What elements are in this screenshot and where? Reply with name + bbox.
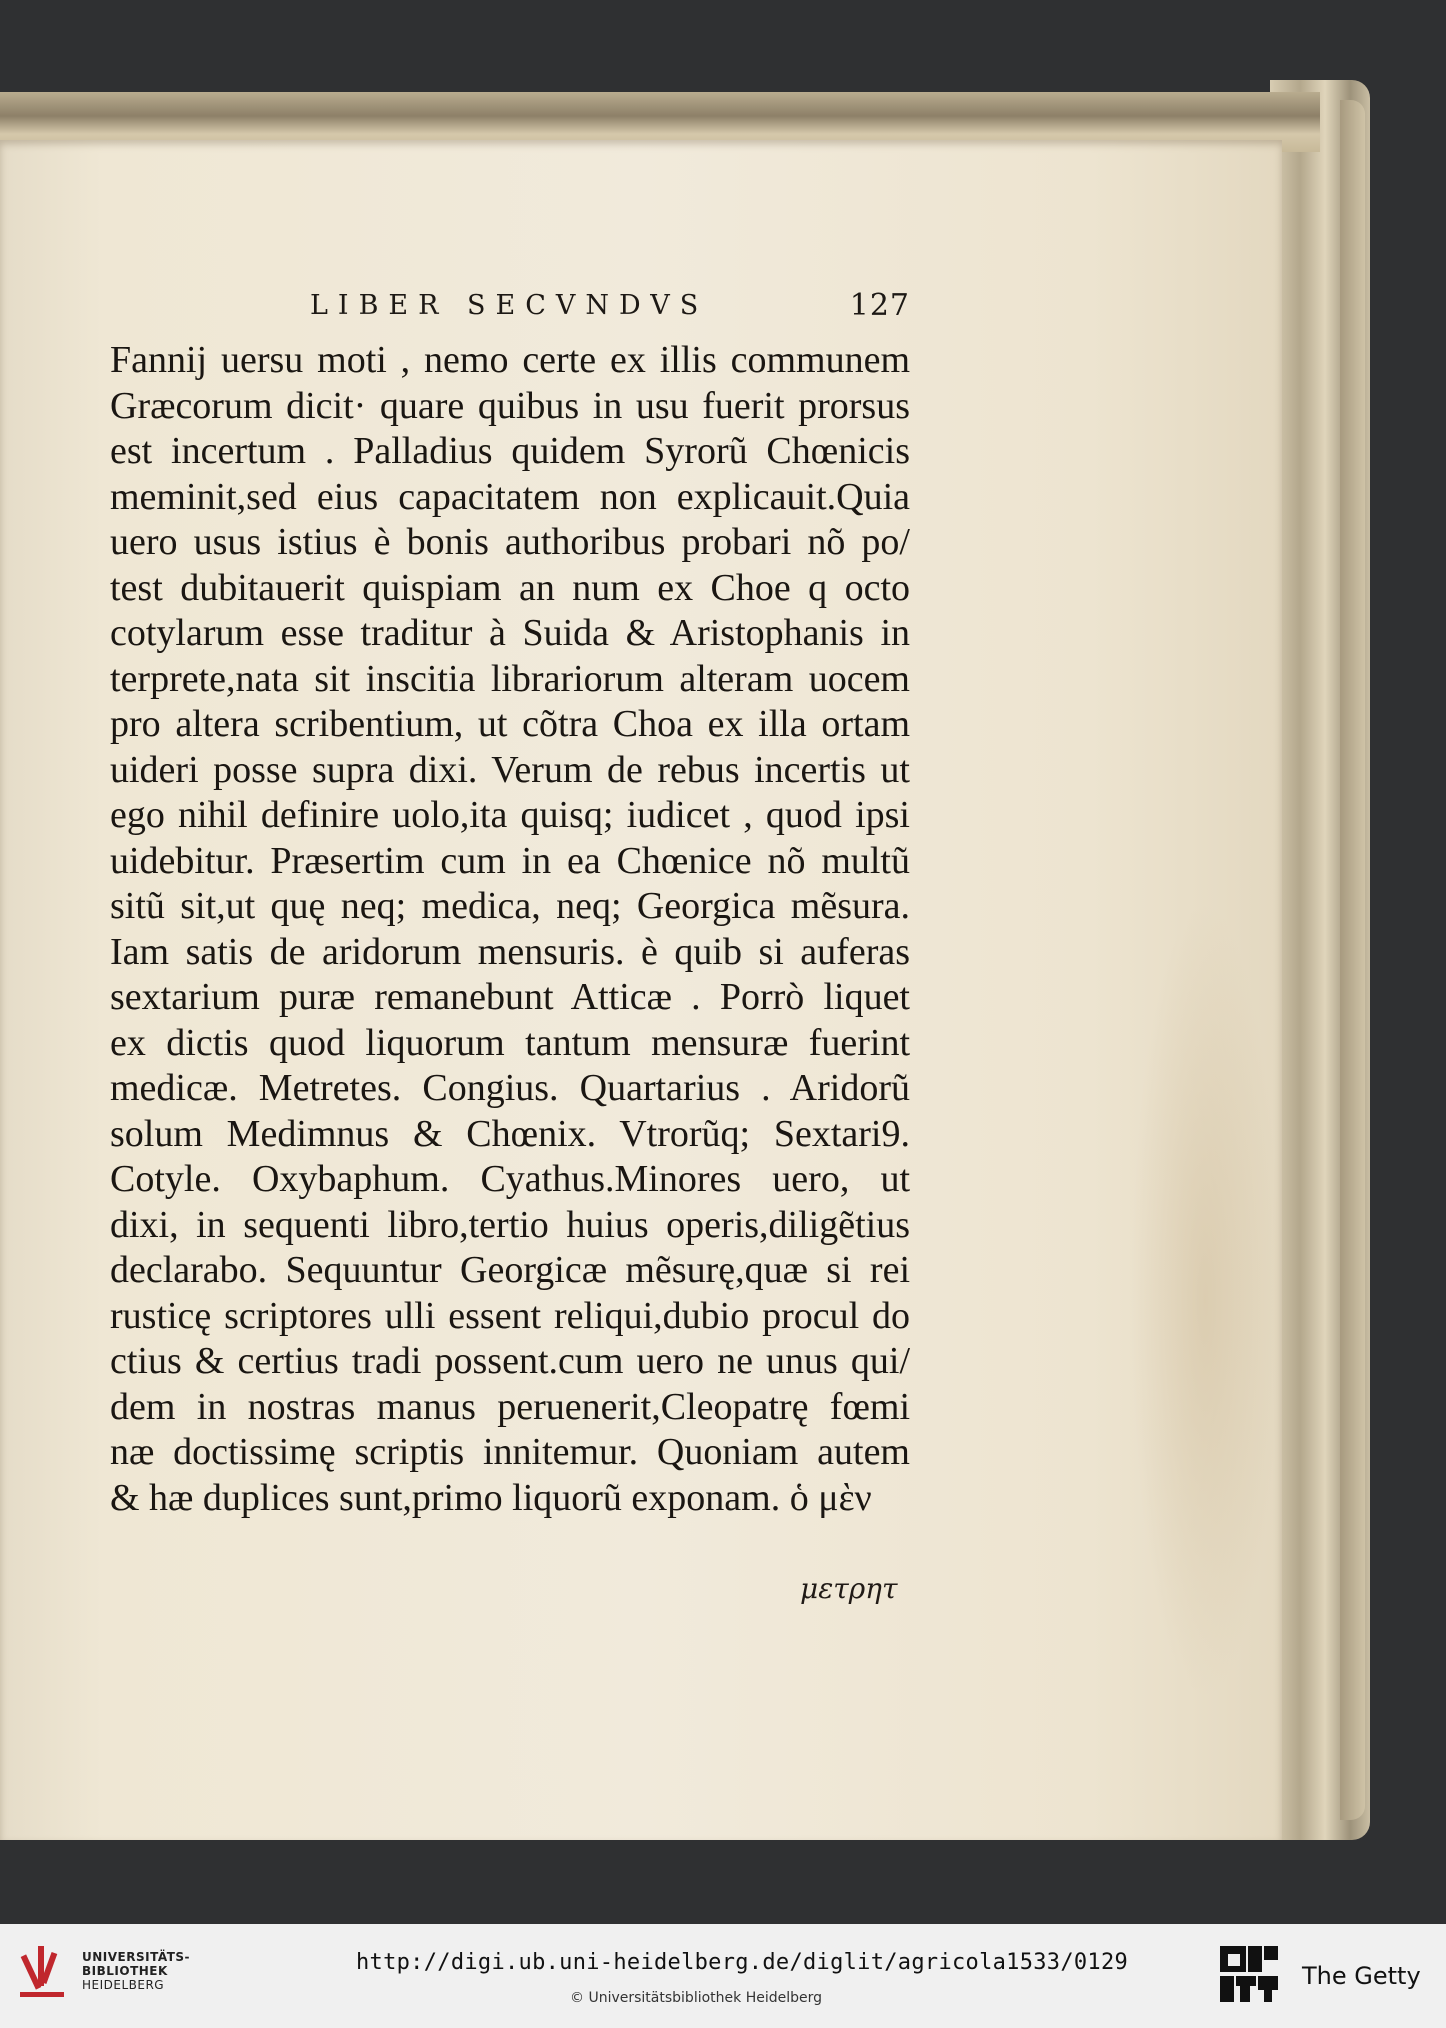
text-line: dem in nostras manus peruenerit,Cleopatrę fœmi xyxy=(110,1385,910,1428)
text-line: sitũ sit,ut quę neq; medica, neq; Georgica mẽsura. xyxy=(110,885,910,927)
text-line: uero usus istius è bonis authoribus probari nõ po/ xyxy=(110,521,910,563)
page-header xyxy=(300,290,910,330)
institution-name xyxy=(82,1950,190,1992)
running-head: LIBER SECVNDVS xyxy=(310,290,709,321)
text-line: ex dictis quod liquorum tantum mensuræ fuerint xyxy=(110,1021,910,1064)
institution-line-3: HEIDELBERG xyxy=(82,1978,165,1992)
text-line: dixi, in sequenti libro,tertio huius operis,diligẽtius xyxy=(110,1203,910,1246)
copyright-notice: © Universitätsbibliothek Heidelberg xyxy=(570,1990,823,2006)
text-line: sextarium puræ remanebunt Atticæ . Porrò liquet xyxy=(110,976,910,1018)
book-binding-edge xyxy=(1340,100,1365,1820)
text-line: næ doctissimę scriptis innitemur. Quoniam autem xyxy=(110,1431,910,1473)
institution-line-2: BIBLIOTHEK xyxy=(82,1964,168,1978)
text-line: terprete,nata sit inscitia librariorum alteram uocem xyxy=(110,657,910,700)
text-line: & hæ duplices sunt,primo liquorũ exponam. ὁ μὲν xyxy=(110,1476,872,1519)
institution-line-1: UNIVERSITÄTS- xyxy=(82,1950,191,1964)
catchword: μετρητ xyxy=(800,1572,898,1605)
folio-number: 127 xyxy=(849,288,910,323)
body-text xyxy=(110,338,910,1521)
text-line: Græcorum dicit· quare quibus in usu fuerit prorsus xyxy=(110,384,910,427)
text-line: test dubitauerit quispiam an num ex Choe q octo xyxy=(110,566,910,609)
paper-stain xyxy=(1130,900,1280,1700)
text-line: pro altera scribentium, ut cõtra Choa ex illa ortam xyxy=(110,703,910,745)
text-line: uidebitur. Præsertim cum in ea Chœnice nõ multũ xyxy=(110,839,910,882)
text-line: rusticę scriptores ulli essent reliqui,dubio procul do xyxy=(110,1294,910,1337)
text-line: ctius & certius tradi possent.cum uero ne unus qui/ xyxy=(110,1340,910,1382)
text-line: Cotyle. Oxybaphum. Cyathus.Minores uero, ut xyxy=(110,1158,910,1200)
text-line: Fannij uersu moti , nemo certe ex illis communem xyxy=(110,339,910,381)
text-line: meminit,sed eius capacitatem non explicauit.Quia xyxy=(110,475,910,518)
text-line: ego nihil definire uolo,ita quisq; iudicet , quod ipsi xyxy=(110,794,910,836)
university-library-logo-icon xyxy=(18,1942,66,2002)
text-line: Iam satis de aridorum mensuris. è quib si auferas xyxy=(110,930,910,973)
permalink-url[interactable]: http://digi.ub.uni-heidelberg.de/diglit/agricola1533/0129 xyxy=(356,1950,1129,1975)
text-line: declarabo. Sequuntur Georgicæ mẽsurę,quæ si rei xyxy=(110,1249,910,1291)
text-line: uideri posse supra dixi. Verum de rebus incertis ut xyxy=(110,748,910,791)
viewer-footer xyxy=(0,1924,1446,2028)
text-line: medicæ. Metretes. Congius. Quartarius . Aridorũ xyxy=(110,1067,910,1109)
text-line: solum Medimnus & Chœnix. Vtrorũq; Sextari9. xyxy=(110,1112,910,1155)
getty-name: The Getty xyxy=(1302,1962,1421,1990)
getty-logo-icon xyxy=(1218,1944,1280,2004)
text-line: est incertum . Palladius quidem Syrorũ Chœnicis xyxy=(110,430,910,472)
text-line: cotylarum esse traditur à Suida & Aristophanis in xyxy=(110,612,910,654)
